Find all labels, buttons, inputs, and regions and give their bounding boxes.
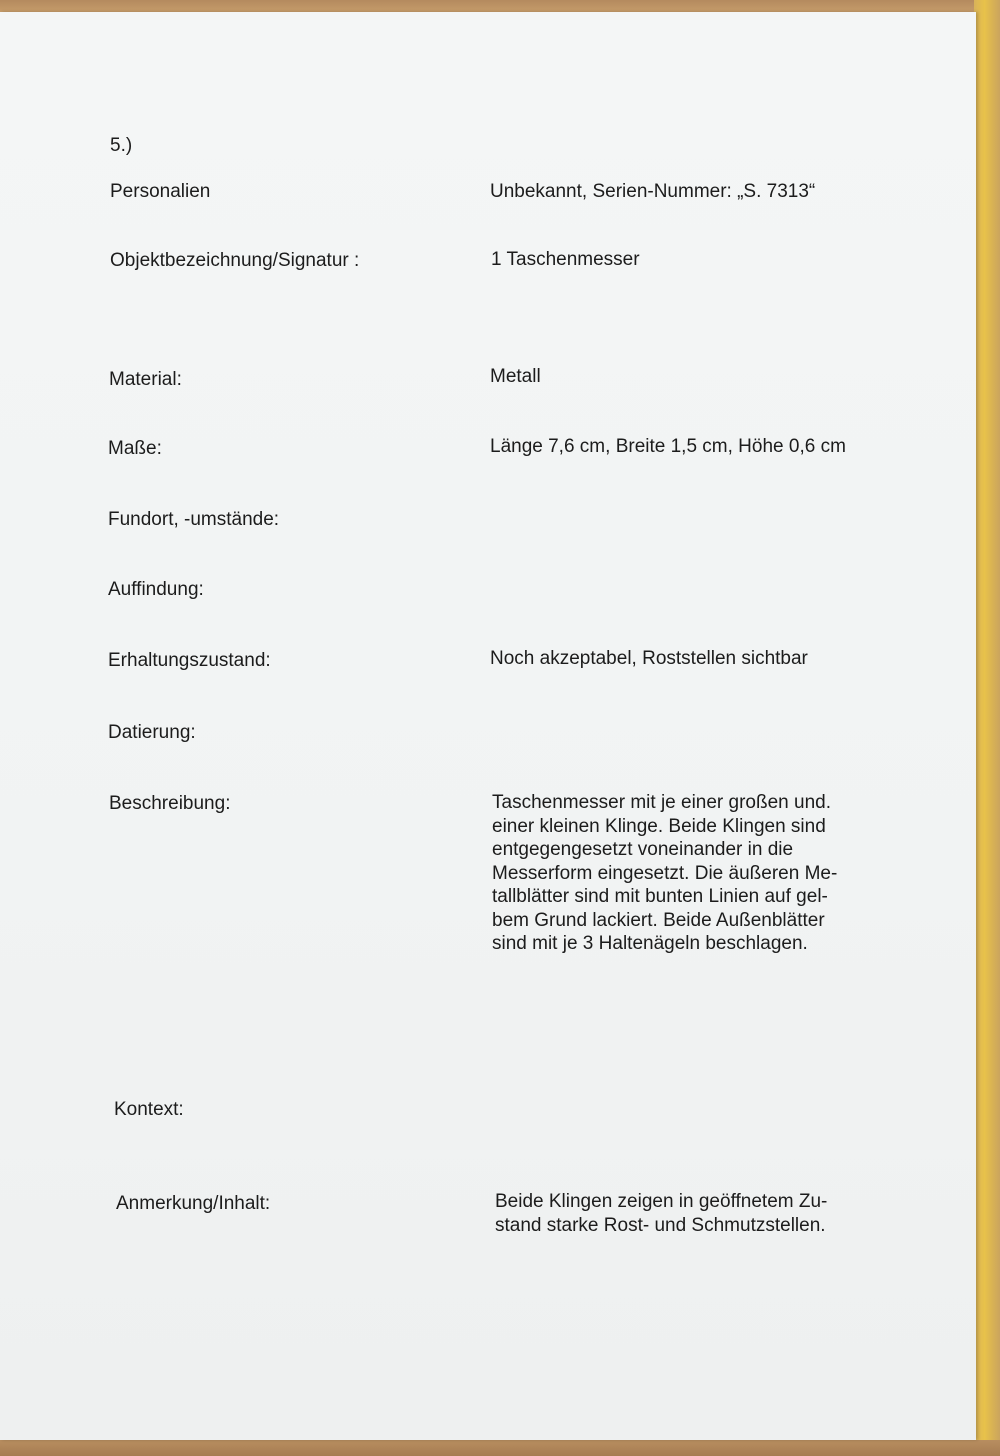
background-bottom-edge — [0, 1440, 1000, 1456]
label-fundort: Fundort, -umstände: — [108, 509, 280, 530]
background-right-edge — [974, 0, 1000, 1456]
label-material: Material: — [109, 369, 182, 390]
value-masse: Länge 7,6 cm, Breite 1,5 cm, Höhe 0,6 cm — [490, 436, 846, 457]
label-beschreibung: Beschreibung: — [109, 793, 231, 814]
value-erhaltungszustand: Noch akzeptabel, Roststellen sichtbar — [490, 648, 808, 669]
value-material: Metall — [490, 366, 541, 387]
label-masse: Maße: — [108, 438, 162, 459]
value-anmerkung: Beide Klingen zeigen in geöffnetem Zu- stand starke Rost- und Schmutzstellen. — [495, 1191, 828, 1236]
label-erhaltungszustand: Erhaltungszustand: — [108, 650, 271, 671]
label-personalien: Personalien — [110, 181, 211, 202]
label-auffindung: Auffindung: — [108, 579, 204, 600]
entry-number: 5.) — [110, 135, 133, 156]
value-personalien: Unbekannt, Serien-Nummer: „S. 7313“ — [490, 181, 816, 202]
value-beschreibung: Taschenmesser mit je einer großen und. einer kleinen Klinge. Beide Klingen sind entgegengesetzt voneinander in die Messerform eingesetzt. Die äußeren Me- tallblätter sind mit bunten Linien auf gel- bem Grund lackiert. Beide Außenblätter sind mit je 3 Haltenägeln beschlagen. — [492, 792, 838, 954]
label-anmerkung: Anmerkung/Inhalt: — [116, 1193, 271, 1214]
value-objektbezeichnung: 1 Taschenmesser — [491, 249, 640, 270]
label-objektbezeichnung: Objektbezeichnung/Signatur : — [110, 250, 360, 271]
label-datierung: Datierung: — [108, 722, 196, 743]
label-kontext: Kontext: — [114, 1099, 184, 1120]
document-sheet — [0, 12, 976, 1440]
